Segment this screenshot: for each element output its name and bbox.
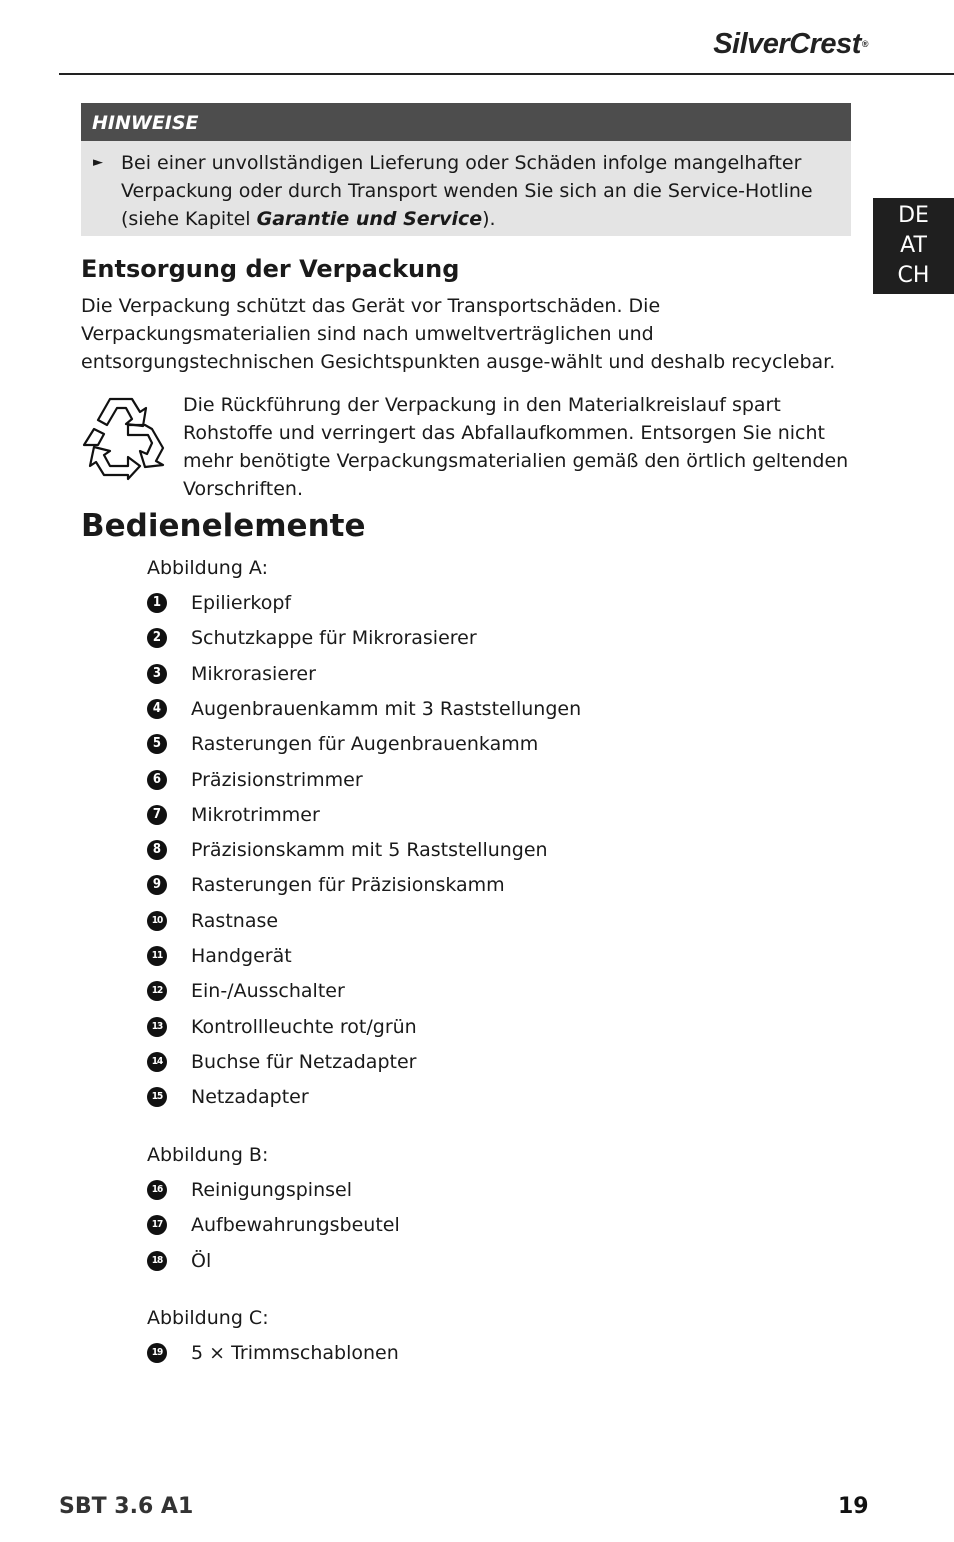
item-label: 5 × Trimmschablonen [191, 1342, 399, 1364]
note-title: HINWEISE [81, 103, 851, 141]
item-label: Aufbewahrungsbeutel [191, 1214, 400, 1237]
item-label: Mikrotrimmer [191, 803, 320, 826]
controls-heading: Bedienelemente [81, 508, 366, 544]
note-text-strong: Garantie und Service [256, 208, 483, 230]
item-label: Öl [191, 1249, 212, 1272]
item-number-badge: 11 [147, 946, 167, 966]
page-number: 19 [838, 1494, 869, 1519]
item-label: Ein-/Ausschalter [191, 980, 345, 1003]
language-tab [873, 198, 954, 294]
recycling-icon [80, 395, 172, 481]
item-number-badge: 1 [147, 593, 167, 613]
figure-c-label: Abbildung C: [147, 1307, 269, 1329]
recycling-paragraph: Die Rückführung der Verpackung in den Materialkreislauf spart Rohstoffe und verringert das Abfallaufkommen. Entsorgen Sie nicht mehr benötigte Verpackungsmaterialien gemäß den örtlich geltenden Vorschriften. [183, 394, 849, 500]
item-label: Buchse für Netzadapter [191, 1050, 417, 1073]
item-number-badge: 2 [147, 628, 167, 648]
item-number-badge: 19 [147, 1343, 167, 1363]
item-label: Reinigungspinsel [191, 1179, 352, 1201]
item-label: Rastnase [191, 909, 279, 932]
item-number-badge: 6 [147, 770, 167, 790]
lang-ch: CH [897, 263, 930, 288]
item-number-badge: 9 [147, 875, 167, 895]
item-label: Handgerät [191, 945, 292, 967]
lang-at: AT [900, 233, 927, 258]
note-body [81, 141, 851, 236]
item-number-badge: 5 [147, 734, 167, 754]
item-number-badge: 10 [147, 911, 167, 931]
item-number-badge: 7 [147, 805, 167, 825]
item-number-badge: 13 [147, 1017, 167, 1037]
disposal-paragraph: Die Verpackung schützt das Gerät vor Transportschäden. Die Verpackungsmaterialien sind nach umweltverträglichen und entsorgungstechnischen Gesichtspunkten ausge-wählt und deshalb recyclebar. [81, 295, 836, 373]
item-number-badge: 15 [147, 1087, 167, 1107]
item-label: Kontrollleuchte rot/grün [191, 1015, 417, 1038]
header-rule [59, 73, 954, 75]
disposal-heading: Entsorgung der Verpackung [81, 255, 460, 283]
item-number-badge: 12 [147, 981, 167, 1001]
triangle-right-icon: ► [93, 155, 103, 170]
brand-name: SilverCrest [713, 28, 861, 60]
item-number-badge: 4 [147, 699, 167, 719]
item-label: Schutzkappe für Mikrorasierer [191, 627, 477, 650]
item-number-badge: 8 [147, 840, 167, 860]
item-number-badge: 17 [147, 1215, 167, 1235]
item-label: Mikrorasierer [191, 662, 316, 685]
item-number-badge: 16 [147, 1180, 167, 1200]
item-label: Rasterungen für Augenbrauenkamm [191, 733, 539, 756]
item-number-badge: 14 [147, 1052, 167, 1072]
figure-a-label: Abbildung A: [147, 557, 268, 579]
item-label: Augenbrauenkamm mit 3 Raststellungen [191, 697, 582, 720]
note-text-end: ). [482, 208, 496, 230]
item-label: Präzisionskamm mit 5 Raststellungen [191, 839, 548, 862]
figure-b-label: Abbildung B: [147, 1144, 269, 1166]
note-text: Bei einer unvollständigen Lieferung oder Schäden infolge mangelhafter Verpackung oder durch Transport wenden Sie sich an die Service-Hotline (siehe Kapitel [121, 152, 813, 230]
model-number: SBT 3.6 A1 [59, 1494, 194, 1519]
item-label: Netzadapter [191, 1086, 309, 1109]
item-label: Epilierkopf [191, 592, 292, 614]
item-label: Präzisionstrimmer [191, 768, 363, 791]
brand-logo [713, 24, 868, 64]
item-number-badge: 18 [147, 1251, 167, 1271]
note-box [81, 103, 851, 236]
registered-mark: ® [861, 39, 868, 49]
item-label: Rasterungen für Präzisionskamm [191, 874, 505, 897]
item-number-badge: 3 [147, 664, 167, 684]
lang-de: DE [898, 203, 929, 228]
